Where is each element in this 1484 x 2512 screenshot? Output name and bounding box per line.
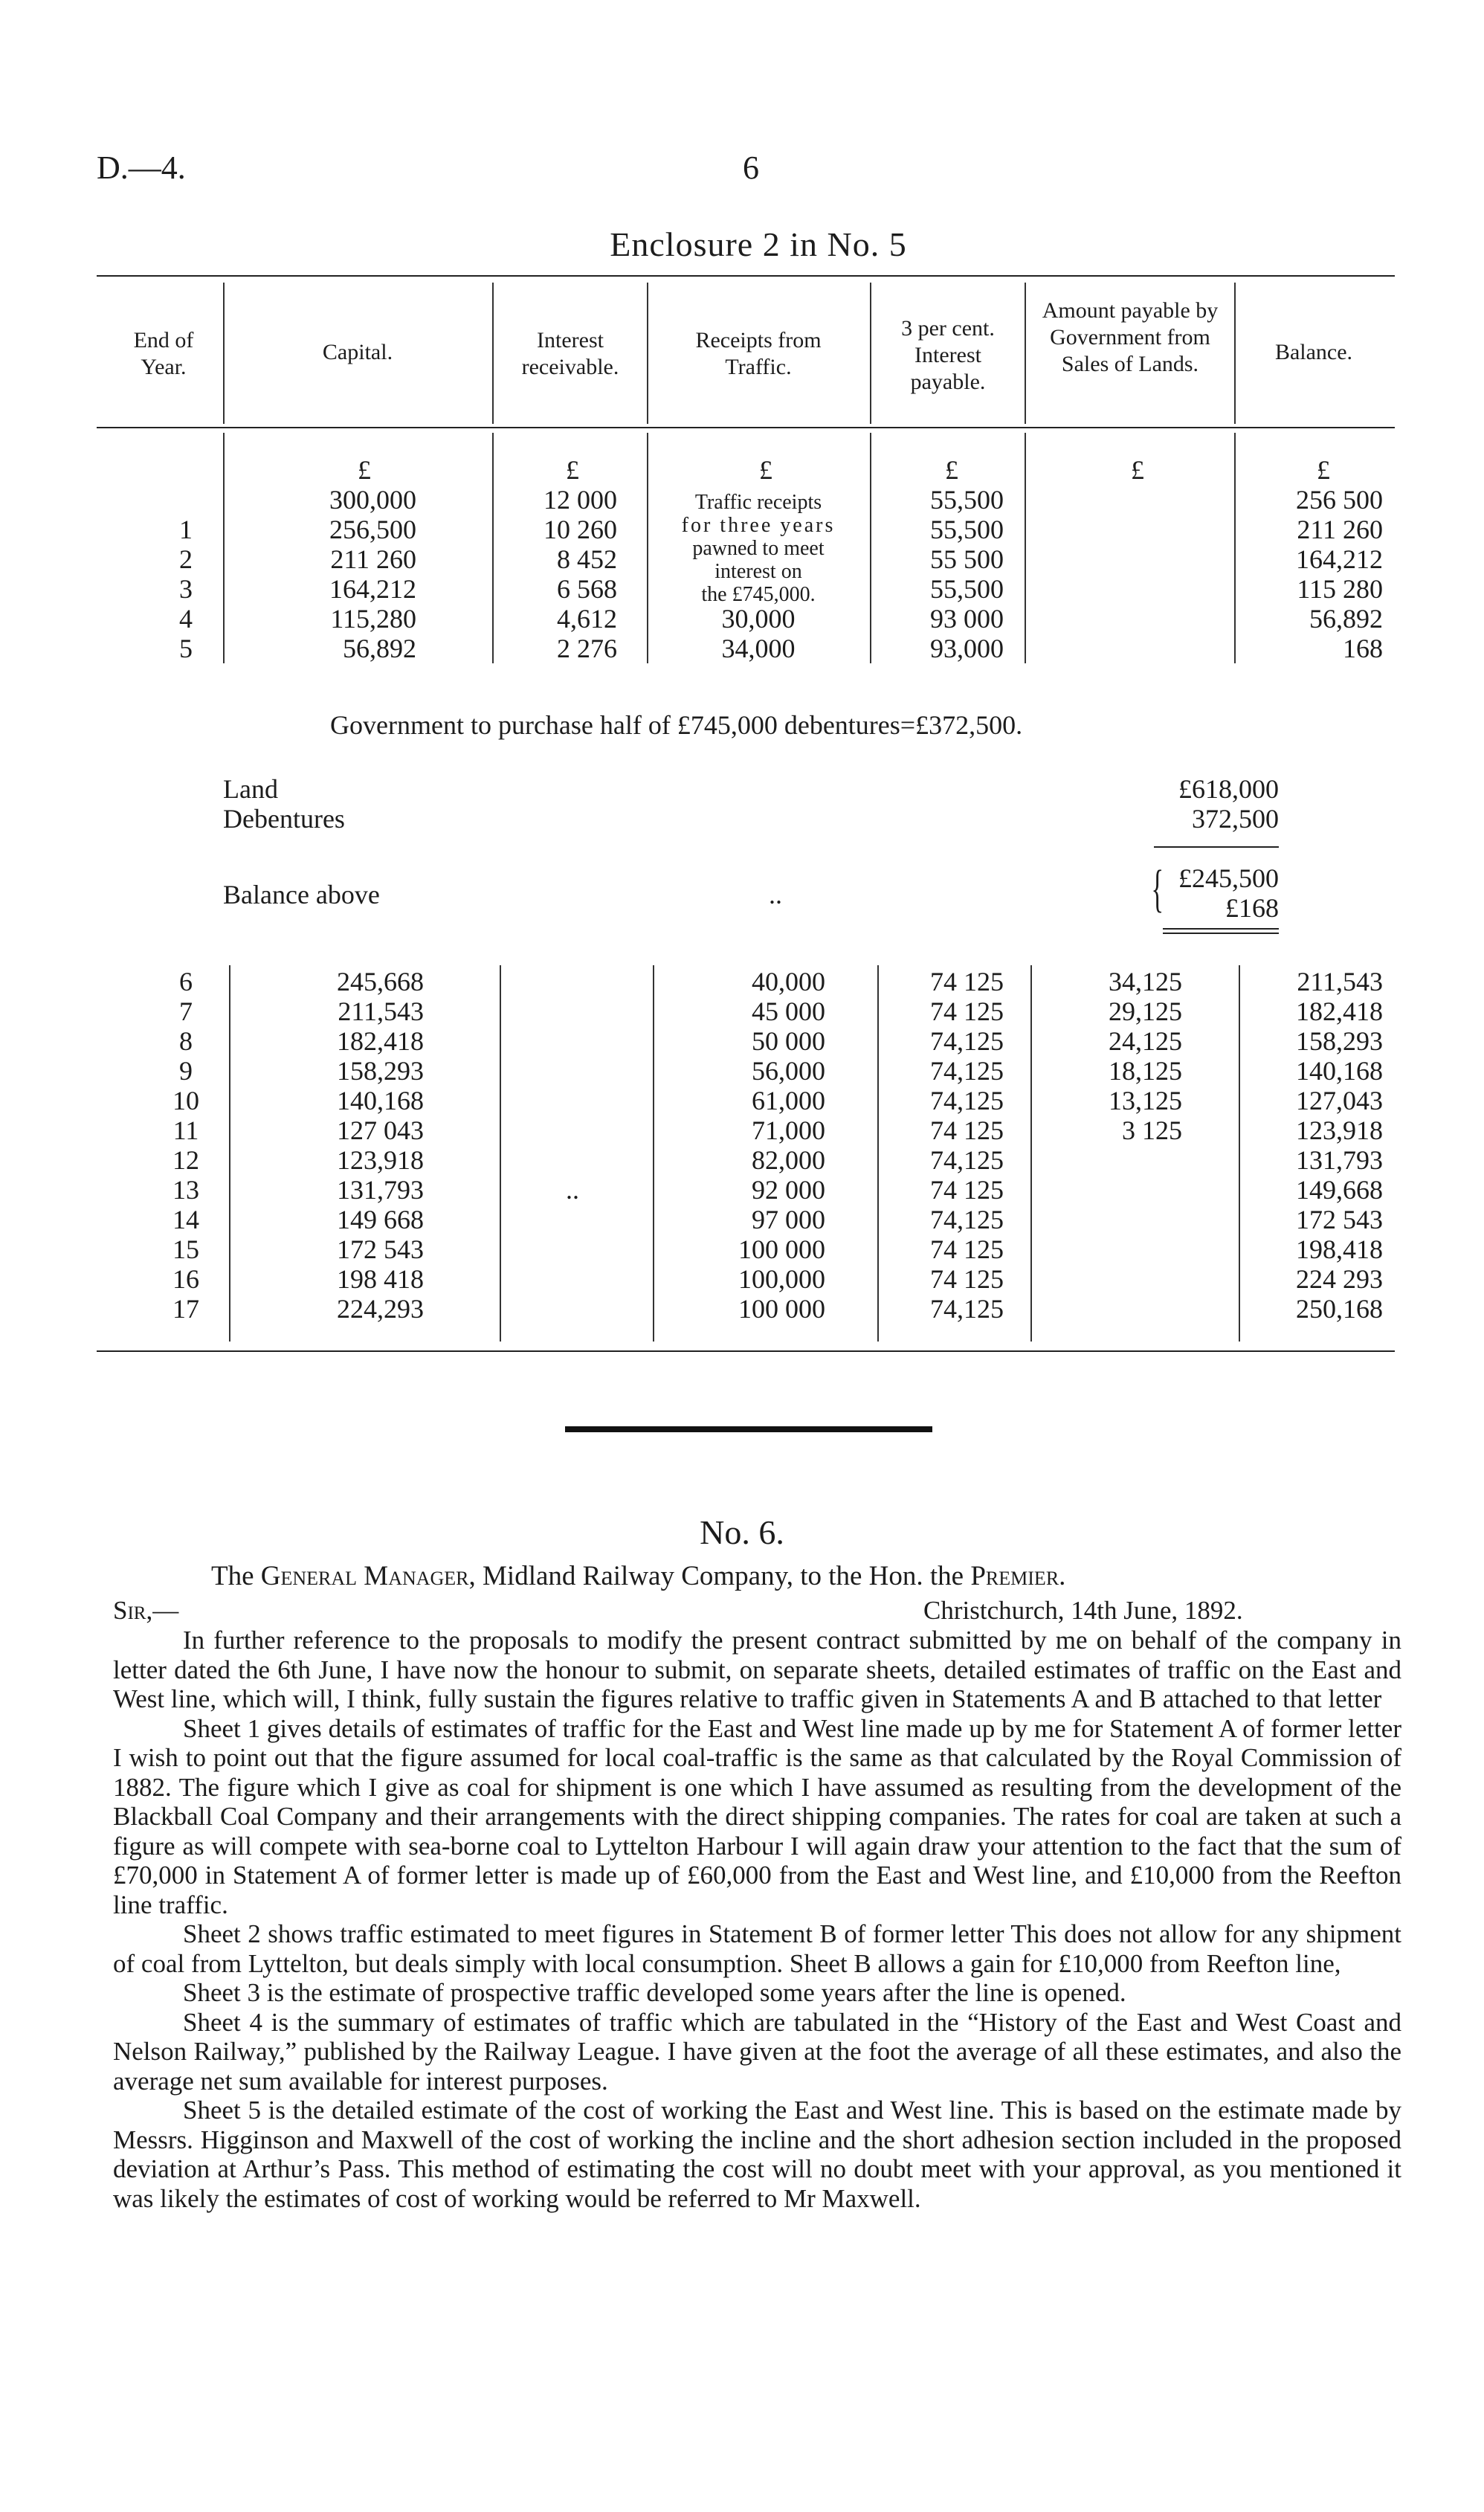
balance-cell: 182,418 xyxy=(1296,996,1383,1026)
year-cell: 15 xyxy=(172,1234,199,1264)
traffic-note-line: Traffic receipts xyxy=(694,491,822,514)
place-date: Christchurch, 14th June, 1892. xyxy=(923,1596,1243,1625)
capital-cell: 158,293 xyxy=(337,1056,424,1086)
interest-cell: 10 260 xyxy=(543,515,617,544)
col-divider xyxy=(229,965,230,1342)
receipts-cell: 45 000 xyxy=(752,996,825,1026)
balance-above-value: £168 xyxy=(1225,893,1279,923)
govt-cell: 24,125 xyxy=(1109,1026,1182,1056)
summary-rule xyxy=(1154,846,1279,848)
govt-cell: 13,125 xyxy=(1109,1086,1182,1115)
letter-body xyxy=(113,1626,1401,2213)
year-cell: 13 xyxy=(172,1175,199,1205)
year-cell: 3 xyxy=(179,574,193,604)
table-header-rule xyxy=(97,427,1395,428)
col-divider xyxy=(877,965,879,1342)
col-header-capital: Capital. xyxy=(322,340,393,364)
currency-symbol: £ xyxy=(1131,455,1144,485)
govt-cell: 3 125 xyxy=(1122,1115,1182,1145)
currency-symbol: £ xyxy=(945,455,958,485)
capital-cell: 211 260 xyxy=(330,544,416,574)
pay-cell: 74 125 xyxy=(930,967,1004,996)
traffic-note-line: for three years xyxy=(681,514,836,537)
enclosure-title: Enclosure 2 in No. 5 xyxy=(610,225,907,263)
paragraph: Sheet 1 gives details of estimates of traffic for the East and West line made up by me for Statement A of former letter I wish to point out that the figure assumed for local coal-traffic is the same as that calculated by the Royal Commission of 1882. The figure which I give as coal for shipment is one which I have assumed as resulting from the development of the Blackball Coal Company and their arrangements with the direct shipping companies. The rates for coal are taken at such a figure as will compete with sea-borne coal to Lyttelton Harbour I will again draw your attention to the fact that the sum of £70,000 in Statement A of former letter is made up of £60,000 from the East and West line, and £10,000 from the Reefton line traffic. xyxy=(113,1713,1401,1919)
pay-cell: 74 125 xyxy=(930,1115,1004,1145)
balance-cell: 140,168 xyxy=(1296,1056,1383,1086)
receipts-cell: 97 000 xyxy=(752,1205,825,1234)
government-note: Government to purchase half of £745,000 debentures=£372,500. xyxy=(330,710,1023,740)
col-divider xyxy=(1239,965,1240,1342)
col-divider xyxy=(870,433,871,663)
balance-cell: 211,543 xyxy=(1297,967,1383,996)
page-reference: D.—4. xyxy=(97,149,186,186)
year-cell: 11 xyxy=(172,1115,199,1145)
receipts-cell: 92 000 xyxy=(752,1175,825,1205)
receipts-cell: 100 000 xyxy=(738,1234,825,1264)
title-recipient: Premier xyxy=(970,1561,1059,1591)
pay-cell: 93,000 xyxy=(930,634,1004,663)
capital-cell: 224,293 xyxy=(337,1294,424,1324)
capital-cell: 56,892 xyxy=(343,634,416,663)
letter-title xyxy=(211,1560,1065,1592)
receipts-cell: 82,000 xyxy=(752,1145,825,1175)
interest-cell: 2 276 xyxy=(557,634,617,663)
capital-cell: 245,668 xyxy=(337,967,424,996)
title-middle: , Midland Railway Company, to the Hon. the xyxy=(468,1561,964,1591)
pay-cell: 74,125 xyxy=(930,1026,1004,1056)
balance-cell: 168 xyxy=(1343,634,1383,663)
traffic-note-line: pawned to meet xyxy=(692,537,825,560)
page-number: 6 xyxy=(743,149,759,186)
table-top-rule xyxy=(97,275,1395,277)
capital-cell: 256,500 xyxy=(329,515,416,544)
land-value: £618,000 xyxy=(1178,774,1279,804)
traffic-note-line: the £745,000. xyxy=(701,583,816,606)
capital-cell: 140,168 xyxy=(337,1086,424,1115)
paragraph: Sheet 4 is the summary of estimates of traffic which are tabulated in the “History of the East and West Coast and Nelson Railway,” published by the Railway League. I have given at the foot the average of all these estimates, and also the average net sum available for interest purposes. xyxy=(113,2007,1401,2096)
capital-cell: 115,280 xyxy=(330,604,416,634)
land-label: Land xyxy=(223,774,278,804)
capital-cell: 123,918 xyxy=(337,1145,424,1175)
interest-cell: 12 000 xyxy=(543,485,617,515)
capital-cell: 300,000 xyxy=(329,485,416,515)
year-cell: 1 xyxy=(179,515,193,544)
pay-cell: 74 125 xyxy=(930,1234,1004,1264)
capital-cell: 198 418 xyxy=(337,1264,424,1294)
balance-cell: 149,668 xyxy=(1296,1175,1383,1205)
currency-symbol: £ xyxy=(566,455,579,485)
col-divider xyxy=(647,433,648,663)
govt-cell: 34,125 xyxy=(1109,967,1182,996)
year-cell: 7 xyxy=(179,996,193,1026)
currency-symbol: £ xyxy=(759,455,772,485)
pay-cell: 55,500 xyxy=(930,574,1004,604)
receipts-cell: 61,000 xyxy=(752,1086,825,1115)
year-cell: 8 xyxy=(179,1026,193,1056)
year-cell: 4 xyxy=(179,604,193,634)
balance-cell: 250,168 xyxy=(1296,1294,1383,1324)
balance-cell: 131,793 xyxy=(1296,1145,1383,1175)
capital-cell: 127 043 xyxy=(337,1115,424,1145)
balance-cell: 224 293 xyxy=(1296,1264,1383,1294)
summary-double-rule xyxy=(1163,928,1279,930)
receipts-cell: 100,000 xyxy=(738,1264,825,1294)
year-cell: 9 xyxy=(179,1056,193,1086)
receipts-cell: 56,000 xyxy=(752,1056,825,1086)
pay-cell: 74,125 xyxy=(930,1205,1004,1234)
capital-cell: 164,212 xyxy=(329,574,416,604)
pay-cell: 55 500 xyxy=(930,544,1004,574)
receipts-cell: 34,000 xyxy=(721,634,796,663)
col-header-balance: Balance. xyxy=(1274,340,1353,364)
col-divider xyxy=(500,965,501,1342)
pay-cell: 74 125 xyxy=(930,996,1004,1026)
col-divider xyxy=(647,283,648,424)
paragraph: In further reference to the proposals to modify the present contract submitted by me on behalf of the company in letter dated the 6th June, I have now the honour to submit, on separate sheets, detailed estimates of traffic on the East and West line, which will, I think, fully sustain the figures relative to traffic given in Statements A and B attached to that letter xyxy=(113,1626,1401,1713)
section-divider xyxy=(565,1426,932,1432)
capital-cell: 211,543 xyxy=(338,996,424,1026)
col-header-interest-payable: 3 per cent. Interest payable. xyxy=(901,316,995,394)
pay-cell: 74,125 xyxy=(930,1145,1004,1175)
col-divider xyxy=(1234,433,1236,663)
balance-cell: 164,212 xyxy=(1296,544,1383,574)
year-cell: 16 xyxy=(172,1264,199,1294)
year-cell: 12 xyxy=(172,1145,199,1175)
year-cell: 10 xyxy=(172,1086,199,1115)
summary-brace: { xyxy=(1151,860,1164,918)
balance-cell: 172 543 xyxy=(1296,1205,1383,1234)
govt-cell: 18,125 xyxy=(1109,1056,1182,1086)
receipts-cell: 30,000 xyxy=(721,604,796,634)
pay-cell: 74,125 xyxy=(930,1086,1004,1115)
balance-cell: 256 500 xyxy=(1296,485,1383,515)
year-cell: 6 xyxy=(179,967,193,996)
balance-cell: 198,418 xyxy=(1296,1234,1383,1264)
col-header-govt-payment: Amount payable by Government from Sales of Lands. xyxy=(1042,298,1219,376)
year-cell: 2 xyxy=(179,544,193,574)
col-divider xyxy=(653,965,654,1342)
pay-cell: 74,125 xyxy=(930,1056,1004,1086)
col-header-interest-receivable: Interest receivable. xyxy=(521,328,619,379)
year-cell: 14 xyxy=(172,1205,199,1234)
summary-double-rule xyxy=(1163,933,1279,934)
table-bottom-rule xyxy=(97,1350,1395,1352)
col-divider xyxy=(870,283,871,424)
paragraph: Sheet 5 is the detailed estimate of the cost of working the East and West line. This is based on the estimate made by Messrs. Higginson and Maxwell of the cost of working the incline and the short adhesion section included in the proposed deviation at Arthur’s Pass. This method of estimating the cost will no doubt meet with your approval, as you mentioned it was likely the estimates of cost of working would be referred to Mr Maxwell. xyxy=(113,2096,1401,2213)
balance-cell: 123,918 xyxy=(1296,1115,1383,1145)
balance-cell: 127,043 xyxy=(1296,1086,1383,1115)
pay-cell: 93 000 xyxy=(930,604,1004,634)
col-divider xyxy=(492,283,494,424)
balance-cell: 56,892 xyxy=(1309,604,1383,634)
currency-symbol: £ xyxy=(358,455,371,485)
pay-cell: 74 125 xyxy=(930,1264,1004,1294)
receipts-cell: 40,000 xyxy=(752,967,825,996)
receipts-cell: 50 000 xyxy=(752,1026,825,1056)
pay-cell: 74 125 xyxy=(930,1175,1004,1205)
paragraph: Sheet 3 is the estimate of prospective traffic developed some years after the line is opened. xyxy=(183,1978,1126,2007)
year-cell: 17 xyxy=(172,1294,199,1324)
receipts-cell: 71,000 xyxy=(752,1115,825,1145)
title-prefix: The xyxy=(211,1561,254,1591)
debentures-value: 372,500 xyxy=(1192,804,1279,834)
pay-cell: 55,500 xyxy=(930,485,1004,515)
col-divider xyxy=(492,433,494,663)
col-divider xyxy=(1030,965,1032,1342)
capital-cell: 182,418 xyxy=(337,1026,424,1056)
letter-number: No. 6. xyxy=(700,1513,784,1551)
balance-above-label: Balance above xyxy=(223,880,380,909)
interest-cell: 8 452 xyxy=(557,544,617,574)
salutation: Sir,— xyxy=(113,1596,179,1625)
interest-cell: .. xyxy=(566,1175,579,1205)
debentures-label: Debentures xyxy=(223,804,345,834)
balance-cell: 211 260 xyxy=(1297,515,1383,544)
col-divider xyxy=(223,433,225,663)
col-header-end-of-year: End of Year. xyxy=(133,328,194,379)
pay-cell: 74,125 xyxy=(930,1294,1004,1324)
currency-symbol: £ xyxy=(1317,455,1330,485)
capital-cell: 172 543 xyxy=(337,1234,424,1264)
govt-cell: 29,125 xyxy=(1109,996,1182,1026)
capital-cell: 149 668 xyxy=(337,1205,424,1234)
leader-dots: .. xyxy=(769,880,782,909)
capital-cell: 131,793 xyxy=(337,1175,424,1205)
interest-cell: 6 568 xyxy=(557,574,617,604)
paragraph: Sheet 2 shows traffic estimated to meet figures in Statement B of former letter This does not allow for any shipment of coal from Lyttelton, but deals simply with local consumption. Sheet B allows a gain for £10,000 from Reefton line, xyxy=(113,1919,1401,1978)
year-cell: 5 xyxy=(179,634,193,663)
interest-cell: 4,612 xyxy=(557,604,617,634)
balance-cell: 158,293 xyxy=(1296,1026,1383,1056)
col-divider xyxy=(1025,433,1026,663)
receipts-cell: 100 000 xyxy=(738,1294,825,1324)
pay-cell: 55,500 xyxy=(930,515,1004,544)
col-header-receipts: Receipts from Traffic. xyxy=(695,328,822,379)
traffic-note xyxy=(650,491,867,606)
title-sender: General Manager xyxy=(260,1561,469,1591)
traffic-note-line: interest on xyxy=(714,560,802,583)
total-value: £245,500 xyxy=(1178,863,1279,893)
balance-cell: 115 280 xyxy=(1297,574,1383,604)
title-end: . xyxy=(1059,1561,1066,1591)
